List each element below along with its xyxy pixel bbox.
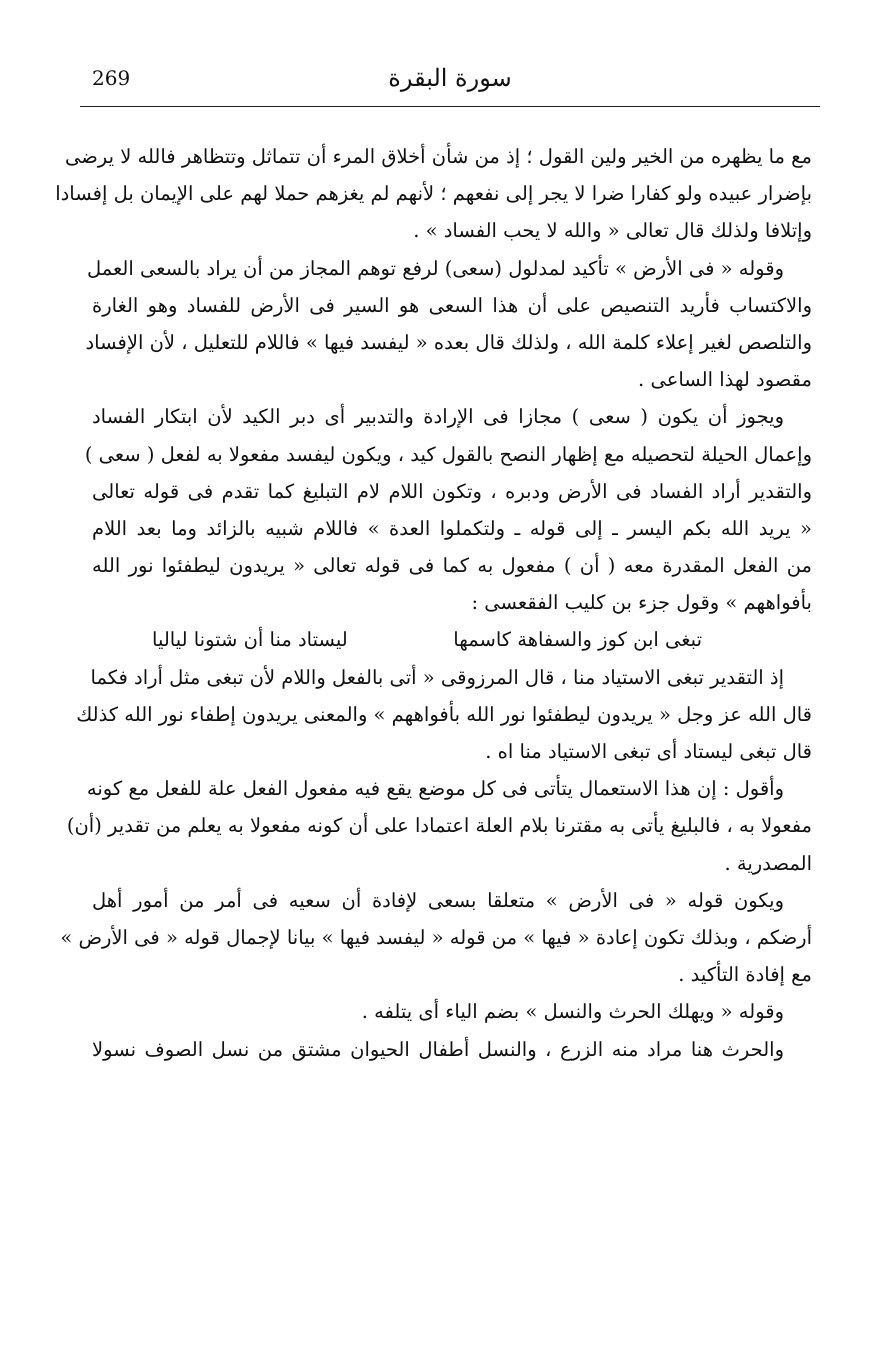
text-line: ويجوز أن يكون ( سعى ) مجازا فى الإرادة والتدبير أى دبر الكيد لأن ابتكار الفساد bbox=[92, 405, 784, 429]
text-line: مع إفادة التأكيد . bbox=[678, 963, 812, 987]
text-line: والاكتساب فأريد التنصيص على أن هذا السعى هو السير فى الأرض للفساد وهو الغارة bbox=[92, 293, 812, 317]
text-line: وقوله « فى الأرض » تأكيد لمدلول (سعى) لرفع توهم المجاز من أن يراد بالسعى العمل bbox=[86, 256, 784, 280]
text-line: وقوله « ويهلك الحرث والنسل » بضم الياء أى يتلفه . bbox=[361, 1000, 784, 1024]
text-line: المصدرية . bbox=[724, 851, 812, 875]
text-line: بأفواههم » وقول جزء بن كليب الفقعسى : bbox=[471, 591, 812, 615]
text-line: إذ التقدير تبغى الاستياد منا ، قال المرزوقى « أتى بالفعل واللام لأن تبغى مثل أراد فكما bbox=[90, 665, 784, 689]
text-line: أرضكم ، وبذلك تكون إعادة « فيها » من قوله « ليفسد فيها » بيانا لإجمال قوله « فى الأرض » bbox=[60, 925, 812, 949]
body-text bbox=[55, 138, 812, 1068]
text-line: بإضرار عبيده ولو كفارا ضرا لا يجر إلى نفعهم ؛ لأنهم لم يغزهم حملا لهم على الإيمان بل إفسادا bbox=[55, 182, 812, 206]
text-line: قال الله عز وجل « يريدون ليطفئوا نور الله بأفواههم » والمعنى يريدون إطفاء نور الله كذلك bbox=[76, 702, 812, 726]
text-line: والحرث هنا مراد منه الزرع ، والنسل أطفال الحيوان مشتق من نسل الصوف نسولا bbox=[92, 1037, 784, 1061]
header-divider bbox=[80, 106, 820, 107]
page-header bbox=[80, 62, 820, 102]
text-line: قال تبغى ليستاد أى تبغى الاستياد منا اه . bbox=[485, 740, 812, 763]
text-line: والتقدير أراد الفساد فى الأرض ودبره ، وتكون اللام لام التبليغ كما تقدم فى قوله تعالى bbox=[92, 479, 812, 503]
page-number: 269 bbox=[92, 66, 131, 90]
text-line: وإعمال الحيلة لتحصيله مع إظهار النصح بالقول كيد ، ويكون ليفسد مفعولا به لفعل ( سعى ) bbox=[84, 442, 812, 466]
text-line: مقصود لهذا الساعى . bbox=[638, 368, 812, 392]
poem-hemistich-second: ليستاد منا أن شتونا لياليا bbox=[152, 628, 348, 652]
text-line: من الفعل المقدرة معه ( أن ) مفعول به كما فى قوله تعالى « يريدون ليطفئوا نور الله bbox=[92, 554, 812, 578]
text-line: والتلصص لغير إعلاء كلمة الله ، ولذلك قال بعده « ليفسد فيها » فاللام للتعليل ، لأن الإفساد bbox=[85, 330, 812, 354]
surah-title: سورة البقرة bbox=[388, 64, 512, 92]
text-line: وأقول : إن هذا الاستعمال يتأتى فى كل موضع يقع فيه مفعول الفعل علة للفعل مع كونه bbox=[86, 777, 784, 801]
text-line: ويكون قوله « فى الأرض » متعلقا بسعى لإفادة أن سعيه فى أمر من أمور أهل bbox=[92, 888, 784, 912]
text-line: وإتلافا ولذلك قال تعالى « والله لا يحب الفساد » . bbox=[413, 219, 812, 243]
text-line: « يريد الله بكم اليسر ـ إلى قوله ـ ولتكملوا العدة » فاللام شبيه بالزائد وما بعد اللام bbox=[92, 516, 812, 540]
poem-hemistich-first: تبغى ابن كوز والسفاهة كاسمها bbox=[453, 628, 702, 652]
poem-verse bbox=[92, 621, 812, 658]
text-line: مفعولا به ، فالبليغ يأتى به مقترنا بلام العلة اعتمادا على أن كونه مفعولا به يعلم من تقدير (أن) bbox=[66, 814, 812, 838]
text-line: مع ما يظهره من الخير ولين القول ؛ إذ من شأن أخلاق المرء أن تتماثل وتتظاهر فالله لا يرضى bbox=[65, 145, 812, 168]
